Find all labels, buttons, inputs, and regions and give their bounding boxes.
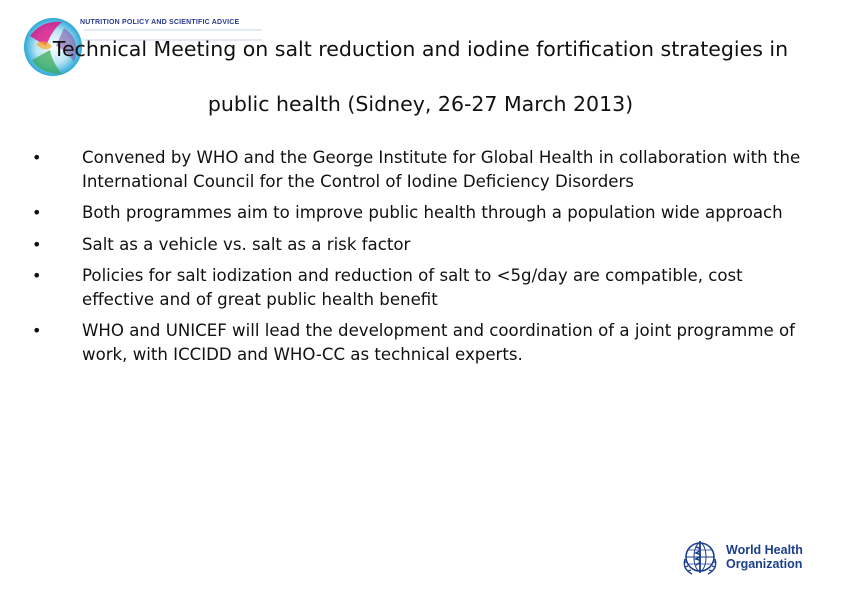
bullet-item <box>30 264 820 311</box>
bullet-marker: • <box>32 321 42 340</box>
bullet-list <box>30 146 820 374</box>
bullet-marker: • <box>32 203 42 222</box>
bullet-marker: • <box>32 266 42 285</box>
bullet-text: Salt as a vehicle vs. salt as a risk factor <box>82 234 411 254</box>
bullet-item <box>30 319 820 366</box>
bullet-marker: • <box>32 148 42 167</box>
bullet-marker: • <box>32 234 42 254</box>
who-logo <box>680 537 820 577</box>
bullet-text: Convened by WHO and the George Institute for Global Health in collaboration with the International Council for the Control of Iodine Deficiency Disorders <box>82 148 801 191</box>
bullet-item <box>30 233 820 257</box>
bullet-text: Policies for salt iodization and reduction of salt to <5g/day are compatible, cost effective and of great public health benefit <box>82 266 743 309</box>
who-wordmark <box>726 543 803 571</box>
who-emblem-icon <box>680 537 720 577</box>
who-name-line-1: World Health <box>726 543 803 557</box>
bullet-text: WHO and UNICEF will lead the development and coordination of a joint programme of work, with ICCIDD and WHO-CC as technical experts. <box>82 321 795 364</box>
bullet-text: Both programmes aim to improve public health through a population wide approach <box>82 203 783 222</box>
bullet-item <box>30 201 820 225</box>
bullet-item <box>30 146 820 193</box>
slide-title-line-1: Technical Meeting on salt reduction and iodine fortification strategies in <box>52 37 789 61</box>
department-logo-caption: NUTRITION POLICY AND SCIENTIFIC ADVICE <box>80 19 240 26</box>
who-name-line-2: Organization <box>726 557 803 571</box>
slide-title-line-2: public health (Sidney, 26-27 March 2013) <box>207 92 634 116</box>
